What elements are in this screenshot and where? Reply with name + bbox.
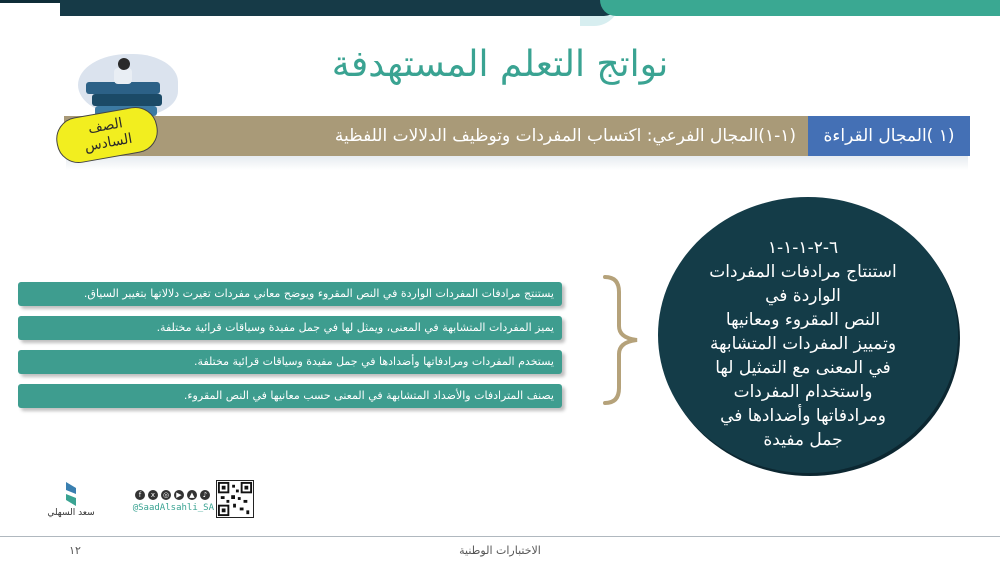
indicator-item: يستخدم المفردات ومرادفاتها وأضدادها في جمل مفيدة وسياقات قرائية مختلفة. xyxy=(18,350,562,374)
social-icons xyxy=(120,490,210,502)
grade-badge-line2: السادس xyxy=(83,130,134,155)
social-handle[interactable]: @SaadAlsahli_SA xyxy=(132,503,214,513)
curly-bracket xyxy=(597,274,643,406)
indicator-item: يميز المفردات المتشابهة في المعنى، ويمثل لها في جمل مفيدة وسياقات قرائية مختلفة. xyxy=(18,316,562,340)
indicator-item: يصنف المترادفات والأضداد المتشابهة في المعنى حسب معانيها في النص المقروء. xyxy=(18,384,562,408)
outcome-text xyxy=(688,236,918,452)
top-decor-dark xyxy=(60,0,620,16)
reader-illustration xyxy=(114,68,132,84)
youtube-icon[interactable]: ▶ xyxy=(174,490,184,500)
outcome-line: الواردة في xyxy=(765,286,841,306)
tiktok-icon[interactable]: ♪ xyxy=(200,490,210,500)
page-number: ١٢ xyxy=(69,544,81,557)
brand-logo-icon xyxy=(62,480,80,508)
footer-title: الاختبارات الوطنية xyxy=(459,544,541,557)
top-decor-teal xyxy=(600,0,1000,16)
facebook-icon[interactable]: f xyxy=(135,490,145,500)
outcome-line: واستخدام المفردات xyxy=(733,382,873,402)
page-title: نواتج التعلم المستهدفة xyxy=(331,44,669,85)
outcome-code: ٦-٢-١-١-١ xyxy=(767,238,839,258)
outcome-line: استنتاج مرادفات المفردات xyxy=(709,262,897,282)
outcome-line: جمل مفيدة xyxy=(763,430,843,450)
subdomain-label: (١-١)المجال الفرعي: اكتساب المفردات وتوظيف الدلالات اللفظية xyxy=(334,126,796,146)
outcome-line: ومرادفاتها وأضدادها في xyxy=(720,406,886,426)
x-icon[interactable]: x xyxy=(148,490,158,500)
footer-divider xyxy=(0,536,1000,537)
qr-code-icon xyxy=(216,480,254,518)
brand-name: سعد السهلي xyxy=(47,508,95,518)
instagram-icon[interactable]: ◎ xyxy=(162,491,170,499)
snapchat-icon[interactable]: ▲ xyxy=(187,490,197,500)
header-shadow xyxy=(66,156,968,170)
outcome-line: وتمييز المفردات المتشابهة xyxy=(709,334,897,354)
book-illustration xyxy=(92,94,162,106)
outcome-line: النص المقروء ومعانيها xyxy=(725,310,881,330)
domain-label: (١ )المجال القراءة xyxy=(823,126,955,146)
reader-head-illustration xyxy=(118,58,130,70)
indicator-item: يستنتج مرادفات المفردات الواردة في النص المقروء ويوضح معاني مفردات تغيرت دلالاتها بتغيير السياق. xyxy=(18,282,562,306)
grade-badge-line1: الصف xyxy=(86,115,124,138)
outcome-line: في المعنى مع التمثيل لها xyxy=(715,358,891,378)
